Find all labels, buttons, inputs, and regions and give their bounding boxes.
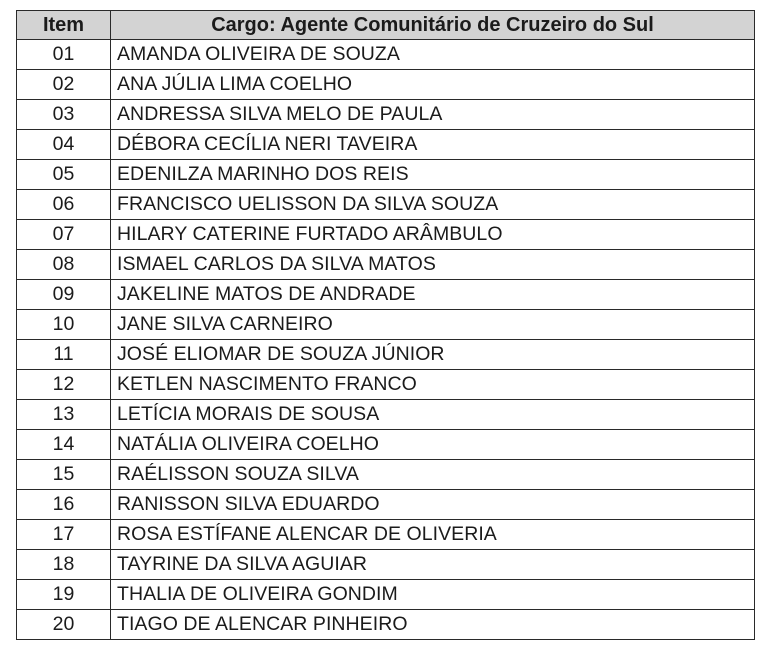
item-number: 08 [17, 250, 111, 280]
item-number: 02 [17, 70, 111, 100]
item-number: 20 [17, 610, 111, 640]
table-row [17, 580, 755, 610]
table-row [17, 340, 755, 370]
item-number: 12 [17, 370, 111, 400]
table-row [17, 400, 755, 430]
table-row [17, 550, 755, 580]
table-row [17, 490, 755, 520]
candidate-name: JOSÉ ELIOMAR DE SOUZA JÚNIOR [111, 340, 755, 370]
table-row [17, 100, 755, 130]
candidate-name: RAÉLISSON SOUZA SILVA [111, 460, 755, 490]
item-number: 05 [17, 160, 111, 190]
candidate-name: DÉBORA CECÍLIA NERI TAVEIRA [111, 130, 755, 160]
candidate-name: FRANCISCO UELISSON DA SILVA SOUZA [111, 190, 755, 220]
item-number: 15 [17, 460, 111, 490]
candidate-name: JANE SILVA CARNEIRO [111, 310, 755, 340]
item-number: 03 [17, 100, 111, 130]
item-number: 19 [17, 580, 111, 610]
candidate-name: LETÍCIA MORAIS DE SOUSA [111, 400, 755, 430]
table-row [17, 160, 755, 190]
item-number: 17 [17, 520, 111, 550]
item-number: 11 [17, 340, 111, 370]
item-number: 04 [17, 130, 111, 160]
table-row [17, 70, 755, 100]
candidate-name: KETLEN NASCIMENTO FRANCO [111, 370, 755, 400]
candidate-name: TIAGO DE ALENCAR PINHEIRO [111, 610, 755, 640]
table-body [17, 40, 755, 640]
candidate-name: HILARY CATERINE FURTADO ARÂMBULO [111, 220, 755, 250]
item-number: 14 [17, 430, 111, 460]
item-number: 16 [17, 490, 111, 520]
header-row [17, 11, 755, 40]
candidate-name: ISMAEL CARLOS DA SILVA MATOS [111, 250, 755, 280]
item-number: 01 [17, 40, 111, 70]
item-number: 07 [17, 220, 111, 250]
table-row [17, 40, 755, 70]
table-row [17, 610, 755, 640]
candidate-name: EDENILZA MARINHO DOS REIS [111, 160, 755, 190]
item-number: 09 [17, 280, 111, 310]
candidate-list [16, 10, 754, 640]
candidate-name: NATÁLIA OLIVEIRA COELHO [111, 430, 755, 460]
item-number: 06 [17, 190, 111, 220]
candidate-name: ROSA ESTÍFANE ALENCAR DE OLIVERIA [111, 520, 755, 550]
item-number: 13 [17, 400, 111, 430]
table-row [17, 130, 755, 160]
candidate-name: AMANDA OLIVEIRA DE SOUZA [111, 40, 755, 70]
table-row [17, 280, 755, 310]
table-row [17, 250, 755, 280]
header-cargo: Cargo: Agente Comunitário de Cruzeiro do Sul [111, 11, 755, 40]
candidate-name: THALIA DE OLIVEIRA GONDIM [111, 580, 755, 610]
candidate-name: ANDRESSA SILVA MELO DE PAULA [111, 100, 755, 130]
candidate-name: ANA JÚLIA LIMA COELHO [111, 70, 755, 100]
table-row [17, 430, 755, 460]
table-row [17, 460, 755, 490]
table-row [17, 190, 755, 220]
table-row [17, 520, 755, 550]
table-row [17, 370, 755, 400]
candidate-name: RANISSON SILVA EDUARDO [111, 490, 755, 520]
header-item: Item [17, 11, 111, 40]
candidate-name: TAYRINE DA SILVA AGUIAR [111, 550, 755, 580]
candidate-table [16, 10, 755, 640]
table-row [17, 220, 755, 250]
table-row [17, 310, 755, 340]
candidate-name: JAKELINE MATOS DE ANDRADE [111, 280, 755, 310]
item-number: 10 [17, 310, 111, 340]
item-number: 18 [17, 550, 111, 580]
table-header [17, 11, 755, 40]
